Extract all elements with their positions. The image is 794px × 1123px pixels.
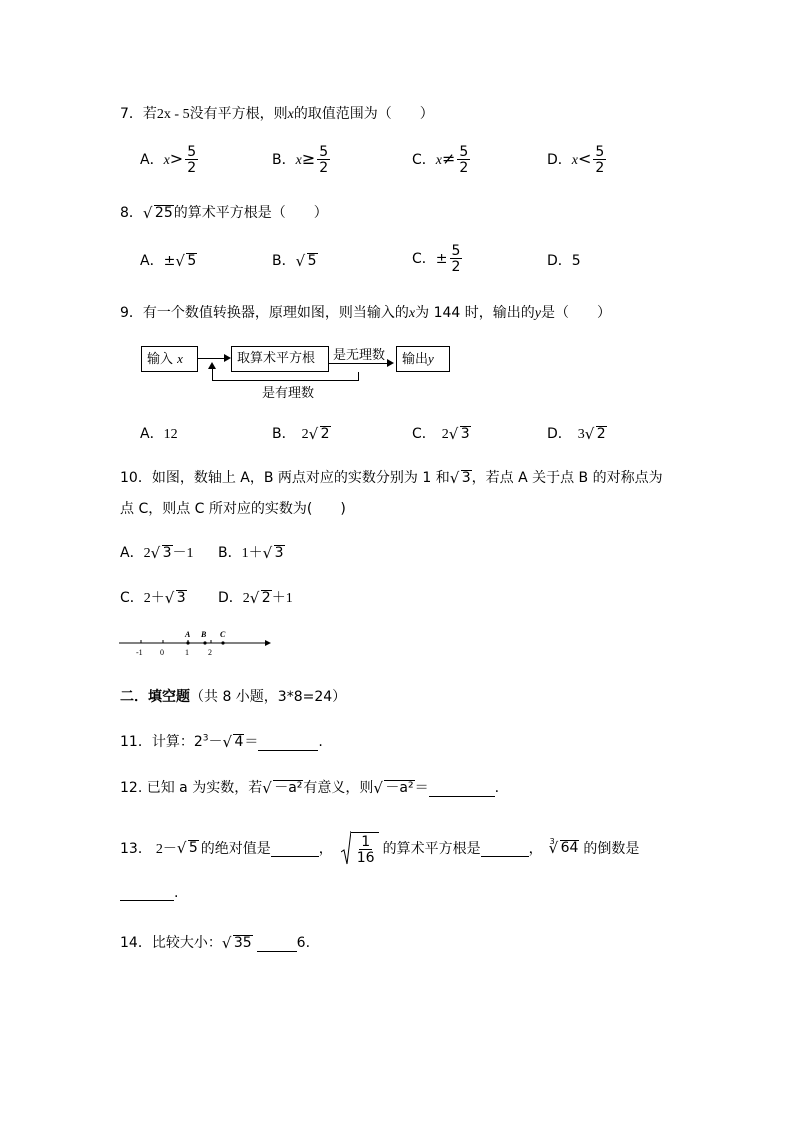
diagram-process-box: 取算术平方根 bbox=[231, 346, 329, 372]
tick-label-2: 2 bbox=[208, 648, 212, 657]
radical: √ 5 bbox=[177, 840, 199, 856]
q7-var: x bbox=[287, 107, 294, 122]
radical: √ 5 bbox=[175, 253, 197, 269]
diagram-rational-label: 是有理数 bbox=[262, 386, 315, 401]
q13: 13． 2－ √ 5 的绝对值是 ， $\frac{1}{16}$ 的算术平方根是 ， 3 √ 64 的倒数是 bbox=[120, 830, 639, 866]
radical: √ 64 bbox=[549, 840, 580, 856]
q7-option-b[interactable]: B．x≥ $\frac{5}{2}$ bbox=[272, 144, 329, 176]
q10-option-b[interactable]: B．1＋√ 3 bbox=[218, 542, 285, 562]
answer-blank[interactable] bbox=[257, 935, 297, 952]
radical: √ 25 bbox=[143, 205, 174, 221]
q13-continuation: . bbox=[120, 884, 178, 901]
section2-title: 二．填空题 bbox=[120, 689, 190, 705]
answer-blank[interactable] bbox=[481, 840, 529, 857]
fraction: $\frac{5}{2}$ bbox=[319, 144, 329, 176]
radical: √ －a² bbox=[262, 780, 303, 796]
point-c-dot bbox=[221, 641, 224, 644]
point-a-label: A bbox=[185, 630, 191, 639]
arrow-up-icon bbox=[208, 362, 216, 369]
q10-option-d[interactable]: D．2√ 2＋1 bbox=[218, 587, 293, 607]
point-c-label: C bbox=[220, 630, 226, 639]
q14: 14．比较大小：√ 35 6. bbox=[120, 932, 310, 952]
radical: √ 2 bbox=[250, 590, 272, 606]
diagram-irrational-label: 是无理数 bbox=[333, 348, 386, 363]
radical: √ 2 bbox=[585, 426, 607, 442]
q11: 11．计算：$2^3-√$ 4＝ . bbox=[120, 731, 323, 751]
fraction: $\frac{1}{16}$ bbox=[356, 834, 375, 866]
q7-option-d[interactable]: D．x< $\frac{5}{2}$ bbox=[547, 144, 605, 176]
radical: √ 3 bbox=[165, 590, 187, 606]
q10-option-a[interactable]: A．2√ 3－1 bbox=[120, 542, 194, 562]
section2-note: （共 8 小题，3*8=24） bbox=[190, 689, 347, 705]
q9-option-c[interactable]: C． 2√ 3 bbox=[412, 423, 471, 443]
tick-label-0: 0 bbox=[160, 648, 164, 657]
arrow-head-icon bbox=[224, 354, 231, 362]
q10-stem-line1: 10．如图，数轴上 A，B 两点对应的实数分别为 1 和√ 3，若点 A 关于点 B 的对称点为 bbox=[120, 467, 663, 487]
diagram-output-box: 输出y bbox=[396, 346, 450, 372]
q8-option-c[interactable]: C．± $\frac{5}{2}$ bbox=[412, 243, 461, 275]
radical: √ 4 bbox=[222, 734, 244, 750]
loop-down bbox=[358, 372, 359, 380]
tick-label-1: 1 bbox=[185, 648, 189, 657]
q7-option-c[interactable]: C．x≠ $\frac{5}{2}$ bbox=[412, 144, 469, 176]
q10-option-c[interactable]: C．2＋√ 3 bbox=[120, 587, 187, 607]
fraction: $\frac{5}{2}$ bbox=[595, 144, 605, 176]
radical: √ 5 bbox=[296, 253, 318, 269]
cube-root: 3 √ 64 bbox=[549, 840, 580, 856]
q8-stem: 8．√ 25的算术平方根是（ ） bbox=[120, 202, 328, 222]
radical: √ 3 bbox=[450, 470, 472, 486]
loop-bottom bbox=[212, 380, 359, 381]
q7-text2: 的取值范围为（ ） bbox=[293, 106, 434, 122]
sqrt-fraction bbox=[341, 830, 379, 866]
arrow-input-process bbox=[198, 358, 226, 359]
q8-option-d[interactable]: D．5 bbox=[547, 253, 581, 269]
radical: √ 3 bbox=[449, 426, 471, 442]
tick-label-neg1: -1 bbox=[136, 648, 143, 657]
q7-prefix: 7．若 bbox=[120, 106, 157, 122]
point-a-dot bbox=[186, 641, 189, 644]
radical: √ 2 bbox=[309, 426, 331, 442]
fraction: $\frac{5}{2}$ bbox=[187, 144, 197, 176]
point-b-dot bbox=[203, 641, 206, 644]
answer-blank[interactable] bbox=[429, 780, 495, 797]
q8-option-a[interactable]: A．±√ 5 bbox=[140, 250, 197, 270]
radical: √ 35 bbox=[222, 935, 253, 951]
q12: 12. 已知 a 为实数，若√ －a²有意义，则√ －a²＝ . bbox=[120, 777, 499, 797]
diagram-input-box: 输入 x bbox=[141, 346, 198, 372]
radical: √ 3 bbox=[263, 545, 285, 561]
radical: √ －a² bbox=[373, 780, 414, 796]
arrow-head-icon bbox=[387, 359, 394, 367]
number-line bbox=[115, 626, 275, 658]
q9-stem: 9．有一个数值转换器，原理如图，则当输入的x为 144 时，输出的y是（ ） bbox=[120, 305, 611, 321]
answer-blank[interactable] bbox=[120, 884, 174, 901]
q7-text1: 没有平方根，则 bbox=[189, 106, 288, 122]
q10-stem-line2: 点 C，则点 C 所对应的实数为( ) bbox=[120, 501, 346, 517]
q8-option-b[interactable]: B．√ 5 bbox=[272, 250, 318, 270]
radical: √ 3 bbox=[151, 545, 173, 561]
tall-radical-icon bbox=[341, 830, 351, 866]
answer-blank[interactable] bbox=[258, 734, 318, 751]
answer-blank[interactable] bbox=[271, 840, 319, 857]
fraction: $\frac{5}{2}$ bbox=[451, 243, 461, 275]
q7-option-a[interactable]: A．x> $\frac{5}{2}$ bbox=[140, 144, 197, 176]
fraction: $\frac{5}{2}$ bbox=[459, 144, 469, 176]
q9-option-a[interactable]: A．12 bbox=[140, 426, 178, 442]
q7-expr: 2x - 5 bbox=[156, 107, 190, 122]
axis-arrow-icon bbox=[265, 640, 271, 646]
q7-stem bbox=[120, 103, 434, 123]
arrow-process-output bbox=[329, 363, 389, 364]
loop-up bbox=[212, 368, 213, 380]
q9-option-d[interactable]: D． 3√ 2 bbox=[547, 423, 607, 443]
section2-heading bbox=[120, 686, 346, 706]
point-b-label: B bbox=[201, 630, 207, 639]
q9-option-b[interactable]: B． 2√ 2 bbox=[272, 423, 331, 443]
